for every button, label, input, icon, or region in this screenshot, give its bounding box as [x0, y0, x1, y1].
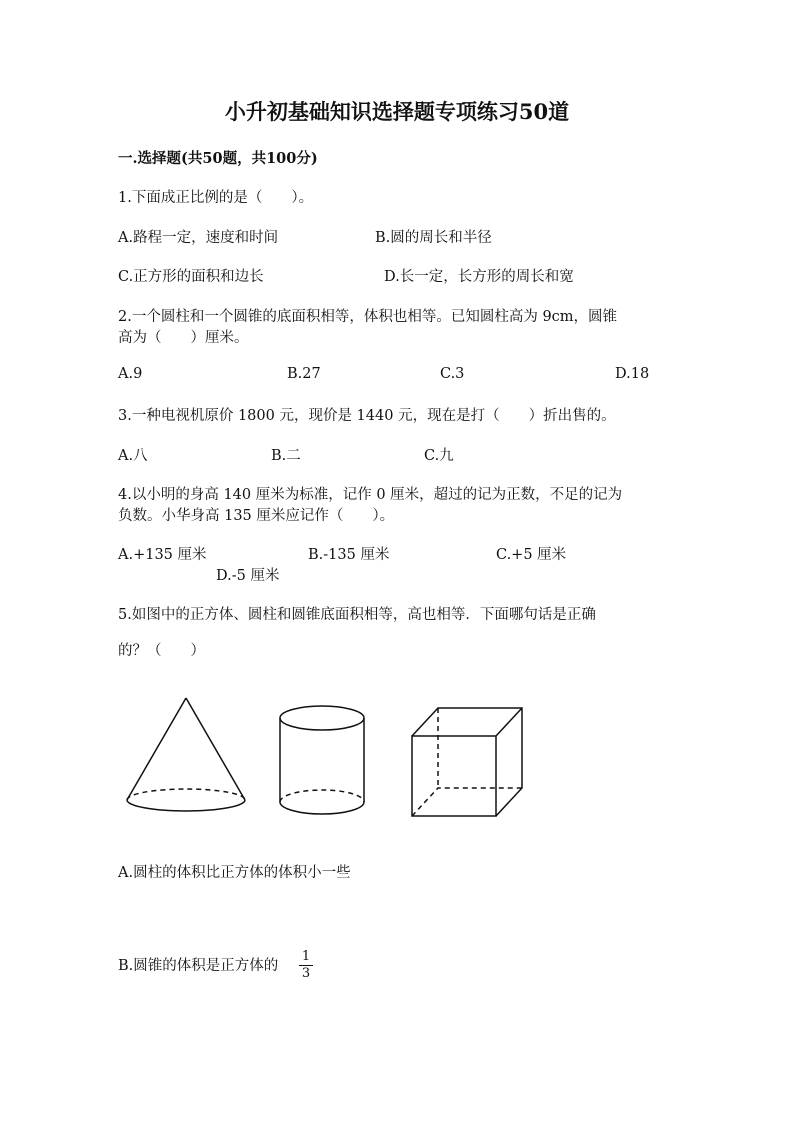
cube-back-edges — [412, 708, 522, 816]
question-1-option-b[interactable]: B.圆的周长和半径 — [375, 230, 492, 246]
question-3-option-c[interactable]: C.九 — [424, 448, 454, 464]
question-2-option-b[interactable]: B.27 — [287, 366, 321, 382]
question-3-option-b[interactable]: B.二 — [271, 448, 301, 464]
question-5-option-a[interactable]: A.圆柱的体积比正方体的体积小一些 — [118, 865, 351, 881]
question-2-text-line-2: 高为（ ）厘米。 — [118, 330, 249, 346]
question-2-option-d[interactable]: D.18 — [615, 366, 650, 382]
question-1-option-a[interactable]: A.路程一定，速度和时间 — [118, 230, 279, 246]
cone-base-back-dashed — [127, 789, 245, 800]
question-2-text-line-1: 2.一个圆柱和一个圆锥的底面积相等，体积也相等。已知圆柱高为 9cm，圆锥 — [118, 309, 618, 325]
question-1-option-c[interactable]: C.正方形的面积和边长 — [118, 269, 264, 285]
fraction-denominator: 3 — [301, 966, 311, 982]
question-3-text: 3.一种电视机原价 1800 元，现价是 1440 元，现在是打（ ）折出售的。 — [118, 408, 616, 424]
question-4-option-b[interactable]: B.-135 厘米 — [308, 547, 390, 563]
cube-top-right-edge — [496, 708, 522, 736]
cylinder-top — [280, 706, 364, 730]
cone-right-edge — [186, 698, 245, 800]
cube-front-face — [412, 736, 496, 816]
cone-left-edge — [127, 698, 186, 800]
section-heading: 一.选择题(共50题，共100分) — [118, 150, 318, 167]
cone-base-front — [127, 800, 245, 811]
question-4-option-c[interactable]: C.+5 厘米 — [496, 547, 567, 563]
question-2-option-a[interactable]: A.9 — [118, 366, 143, 382]
question-2-option-c[interactable]: C.3 — [440, 366, 465, 382]
question-4-option-d[interactable]: D.-5 厘米 — [216, 568, 280, 584]
cylinder-figure — [280, 706, 364, 814]
page-title: 小升初基础知识选择题专项练习50道 — [224, 99, 570, 124]
cone-figure — [127, 698, 245, 811]
question-5-option-b-text: B.圆锥的体积是正方体的 — [118, 957, 279, 974]
question-1-option-d[interactable]: D.长一定，长方形的周长和宽 — [384, 269, 574, 285]
question-4-option-a[interactable]: A.+135 厘米 — [118, 547, 207, 563]
question-3-option-a[interactable]: A.八 — [118, 448, 148, 464]
cube-figure — [412, 708, 522, 816]
fraction-numerator: 1 — [299, 950, 313, 966]
question-1-text: 1.下面成正比例的是（ ）。 — [118, 190, 314, 206]
question-4-text-line-1: 4.以小明的身高 140 厘米为标准，记作 0 厘米，超过的记为正数，不足的记为 — [118, 487, 623, 503]
question-5-text-line-2: 的？（ ） — [118, 643, 205, 659]
cylinder-base-back-dashed — [280, 790, 364, 802]
cylinder-base-front — [280, 802, 364, 814]
question-5-text-line-1: 5.如图中的正方体、圆柱和圆锥底面积相等，高也相等．下面哪句话是正确 — [118, 607, 596, 623]
question-5-option-b[interactable] — [118, 950, 313, 982]
question-4-text-line-2: 负数。小华身高 135 厘米应记作（ ）。 — [118, 508, 395, 524]
one-third-fraction — [299, 950, 313, 982]
cube-hidden-edges — [412, 788, 522, 816]
solids-figure — [120, 690, 530, 825]
